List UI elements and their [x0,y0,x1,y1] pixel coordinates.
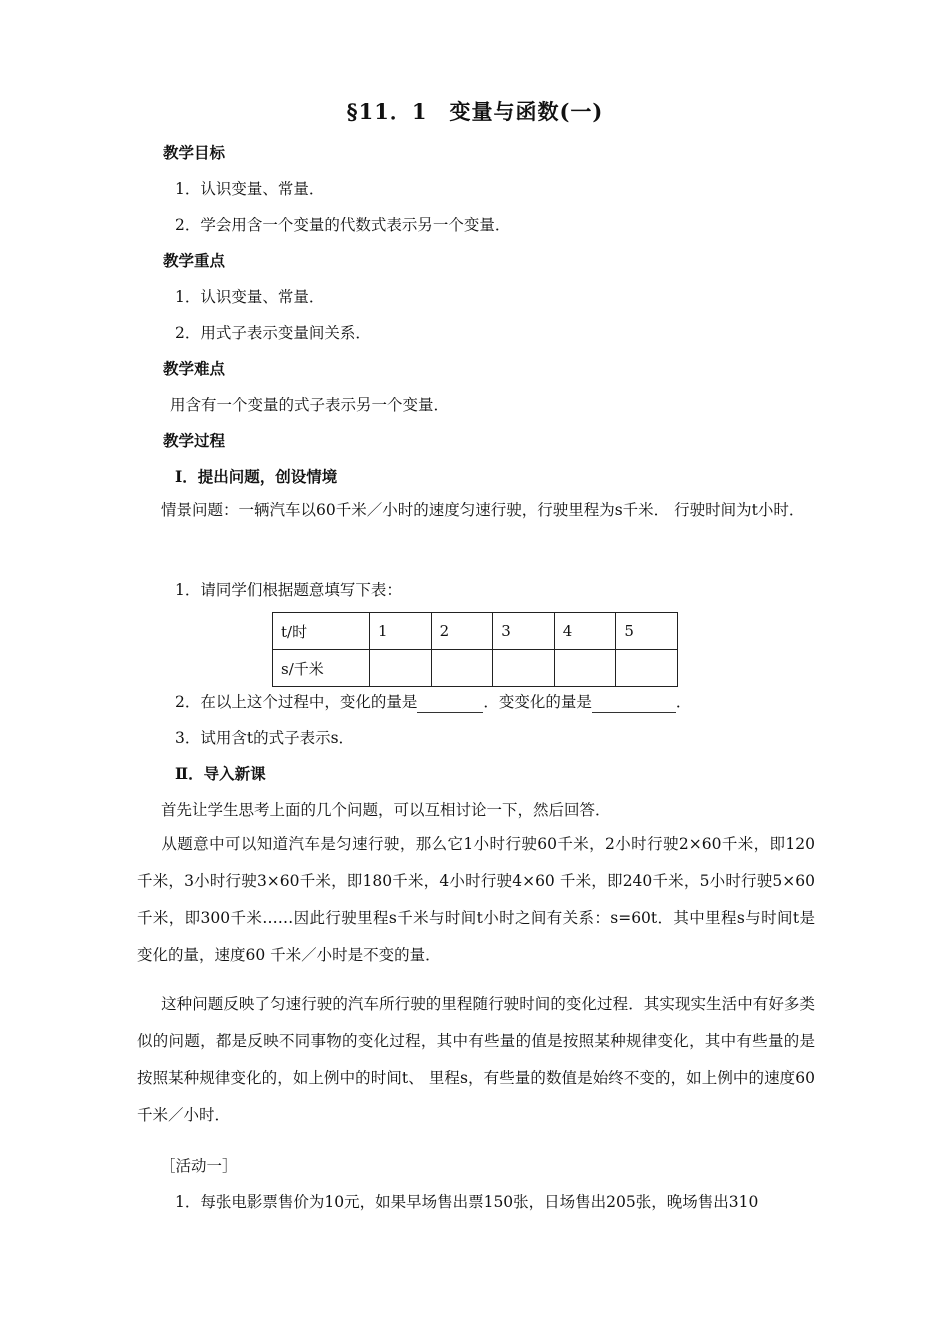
table-cell [554,650,616,687]
table-cell: 1 [370,613,432,650]
table-cell: 3 [493,613,555,650]
table-cell [493,650,555,687]
paragraph-1: 首先让学生思考上面的几个问题，可以互相讨论一下，然后回答． [161,801,611,819]
table-cell [370,650,432,687]
key-heading: 教学重点 [163,251,226,270]
answer-blank [592,692,676,713]
key-item: 1．认识变量、常量． [175,288,325,306]
table-cell: s/千米 [273,650,370,687]
key-item: 2．用式子表示变量间关系． [175,324,371,342]
table-row [273,650,678,687]
table-cell [431,650,493,687]
activity-question-1: 1．每张电影票售价为10元，如果早场售出票150张，日场售出205张，晚场售出310 [175,1193,759,1211]
paragraph-2 [137,826,815,974]
question-2 [175,692,691,713]
fill-in-table [272,612,678,687]
answer-blank [417,692,483,713]
question-2-part-b: ．变变化的量是 [483,693,592,711]
page-title: §11．1 变量与函数(一) [346,99,604,124]
table-row [273,613,678,650]
goal-item: 2．学会用含一个变量的代数式表示另一个变量． [175,216,511,234]
paragraph-3-text: 这种问题反映了匀速行驶的汽车所行驶的里程随行驶时间的变化过程．其实现实生活中有好多类似的问题，都是反映不同事物的变化过程，其中有些量的值是按照某种规律变化，其中有些量的是按照某种规律变化的，如上例中的时间t、 里程s，有些量的数值是始终不变的，如上例中的速度60千米／小时． [137,995,815,1124]
scenario-text: 情景问题：一辆汽车以60千米／小时的速度匀速行驶，行驶里程为s千米． 行驶时间为t小时． [161,501,805,519]
section1-heading: Ⅰ．提出问题，创设情境 [175,467,338,486]
section2-heading: Ⅱ．导入新课 [175,764,266,783]
table-cell: 2 [431,613,493,650]
activity-heading: ［活动一］ [160,1157,238,1175]
table-cell: 4 [554,613,616,650]
table-cell [616,650,678,687]
scenario-paragraph [137,492,815,529]
table-cell: 5 [616,613,678,650]
question-3: 3．试用含t的式子表示s． [175,729,355,747]
paragraph-3 [137,986,815,1134]
question-2-part-a: 2．在以上这个过程中，变化的量是 [175,693,418,711]
difficulty-heading: 教学难点 [163,359,226,378]
question-2-part-c: ． [675,693,692,711]
paragraph-2-text: 从题意中可以知道汽车是匀速行驶，那么它1小时行驶60千米，2小时行驶2×60千米，即120千米，3小时行驶3×60千米，即180千米，4小时行驶4×60 千米，即240千米，5小时行驶5×60千米，即300千米……因此行驶里程s千米与时间t小时之间有关系：s=60t．其中里程s与时间t是变化的量，速度60 千米／小时是不变的量． [137,835,815,964]
question-1: 1．请同学们根据题意填写下表： [175,581,402,599]
difficulty-text: 用含有一个变量的式子表示另一个变量． [170,396,450,414]
goal-item: 1．认识变量、常量． [175,180,325,198]
goals-heading: 教学目标 [163,143,226,162]
table-cell: t/时 [273,613,370,650]
process-heading: 教学过程 [163,431,226,450]
